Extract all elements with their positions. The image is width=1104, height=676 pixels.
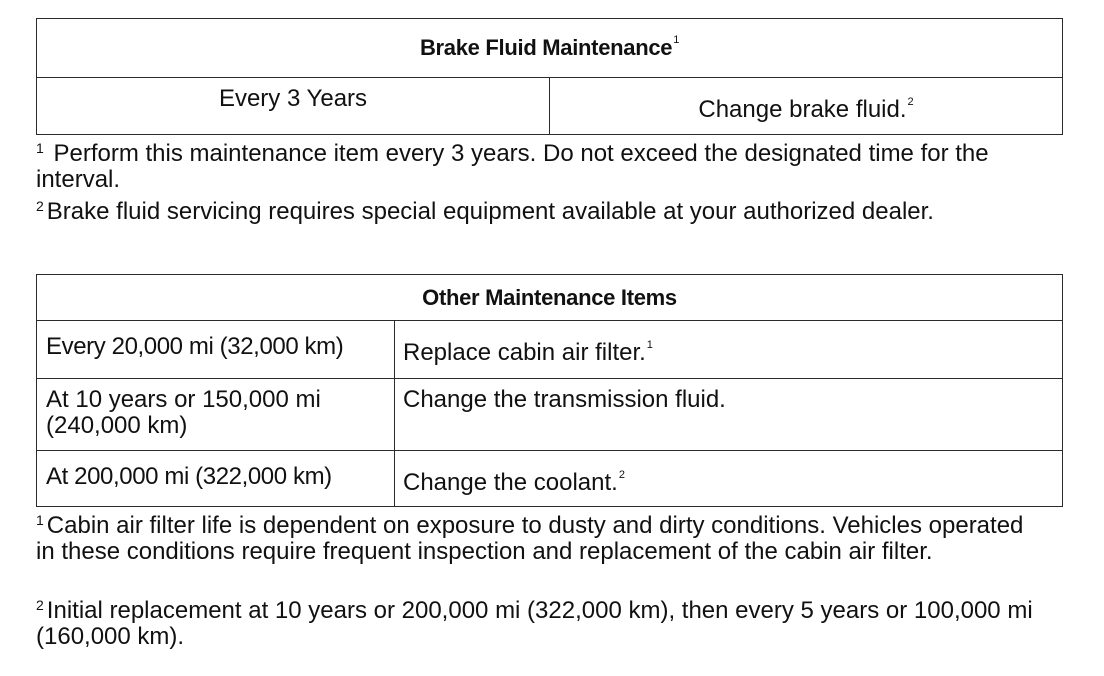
brake-interval: Every 3 Years [218, 85, 368, 112]
brake-table-header [37, 19, 1063, 78]
other-footnote-1 [36, 513, 1046, 565]
footnote-ref: 2 [36, 597, 44, 613]
footnote-text: Cabin air filter life is dependent on exposure to dusty and dirty conditions. Vehicles operated in these conditions require frequent inspection and replacement of the cabin air filter. [36, 512, 1024, 565]
table-row [37, 451, 1063, 507]
brake-action: Change brake fluid. [698, 96, 907, 123]
action-ref: 1 [646, 339, 653, 351]
interval-cell [37, 451, 395, 507]
action-ref: 2 [618, 469, 625, 481]
interval-cell [37, 379, 395, 451]
brake-action-ref: 2 [907, 96, 914, 108]
brake-table-title-ref: 1 [673, 34, 680, 46]
table-row [37, 379, 1063, 451]
other-table-header [37, 275, 1063, 321]
other-footnote-2 [36, 598, 1046, 650]
action-text: Change the coolant. [403, 469, 618, 496]
brake-footnote-1 [36, 141, 1046, 193]
interval-text: At 10 years or 150,000 mi (240,000 km) [46, 386, 321, 439]
brake-fluid-table [36, 18, 1063, 135]
footnote-ref: 2 [36, 198, 44, 214]
brake-footnote-2 [36, 199, 1046, 225]
footnote-text: Initial replacement at 10 years or 200,000 mi (322,000 km), then every 5 years or 100,000 mi (160,000 km). [36, 597, 1033, 650]
table-row [37, 321, 1063, 379]
brake-action-cell [550, 78, 1063, 135]
other-table-title: Other Maintenance Items [422, 284, 677, 310]
action-cell [395, 379, 1063, 451]
interval-cell [37, 321, 395, 379]
brake-table-title: Brake Fluid Maintenance [419, 35, 673, 60]
other-maintenance-table [36, 274, 1063, 507]
footnote-ref: 1 [36, 140, 44, 156]
footnote-ref: 1 [36, 512, 44, 528]
action-cell [395, 321, 1063, 379]
footnote-text: Perform this maintenance item every 3 years. Do not exceed the designated time for the interval. [36, 140, 989, 193]
action-text: Change the transmission fluid. [403, 386, 726, 413]
brake-interval-cell [37, 78, 550, 135]
interval-text: Every 20,000 mi (32,000 km) [46, 333, 344, 360]
footnote-text: Brake fluid servicing requires special equipment available at your authorized dealer. [46, 198, 934, 225]
interval-text: At 200,000 mi (322,000 km) [46, 463, 332, 490]
action-text: Replace cabin air filter. [403, 339, 646, 366]
action-cell [395, 451, 1063, 507]
